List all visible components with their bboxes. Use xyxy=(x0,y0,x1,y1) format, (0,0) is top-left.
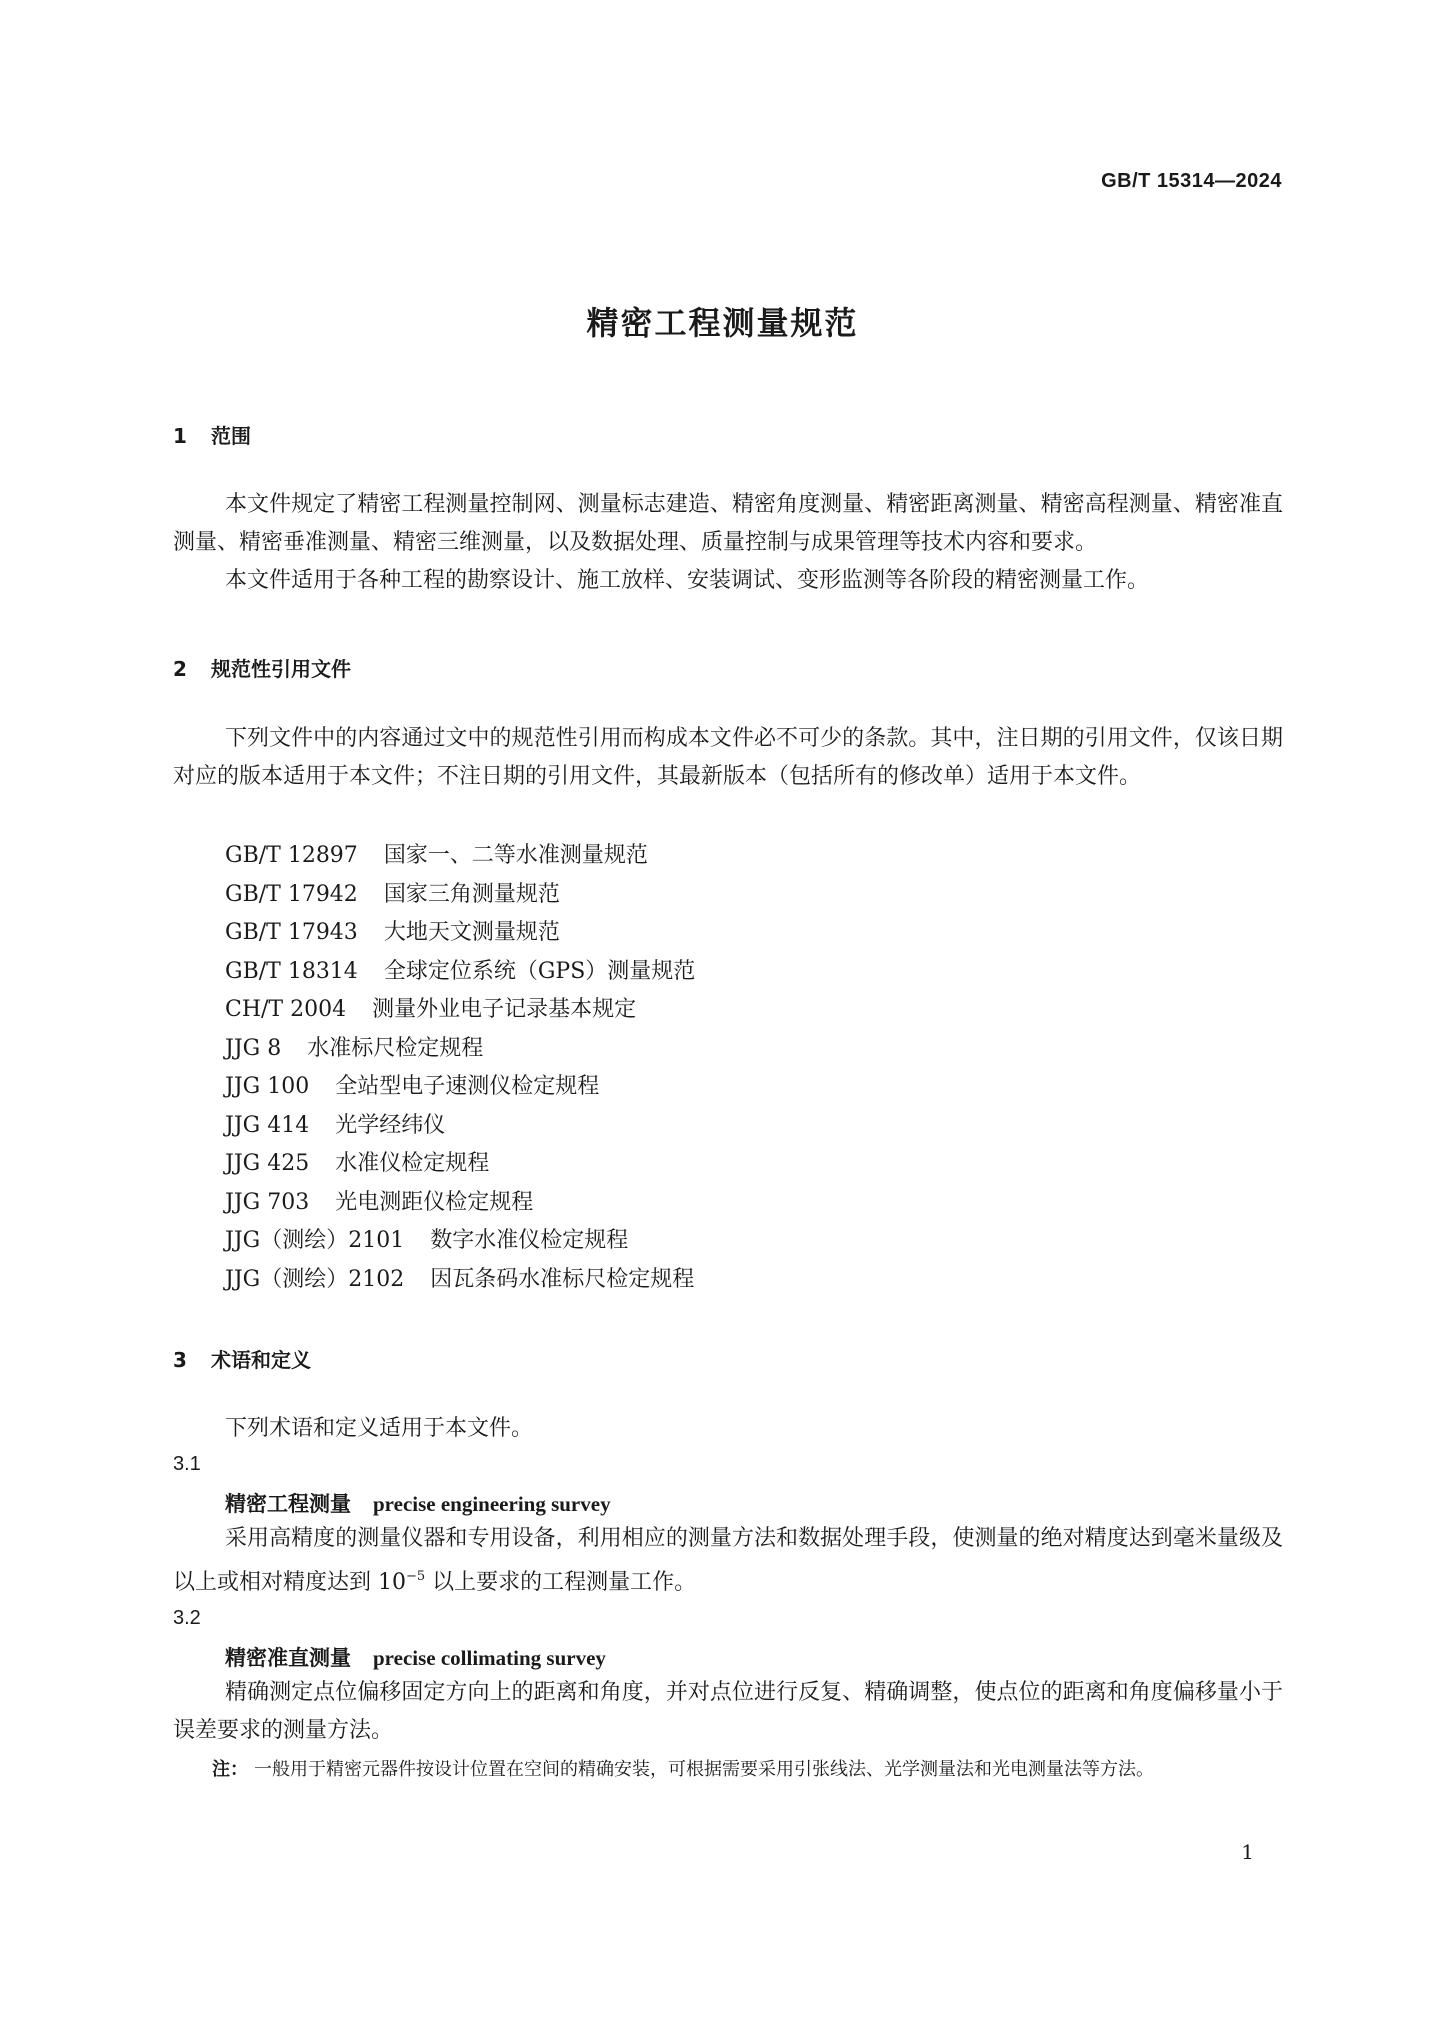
reference-item xyxy=(225,1184,695,1223)
reference-title: 数字水准仪检定规程 xyxy=(430,1228,629,1253)
reference-title: 测量外业电子记录基本规定 xyxy=(372,997,637,1022)
section-number: 2 xyxy=(173,657,187,681)
term-number: 3.2 xyxy=(173,1607,201,1629)
section-number: 3 xyxy=(173,1348,187,1372)
section-title: 规范性引用文件 xyxy=(211,657,351,681)
reference-item xyxy=(225,1068,695,1107)
reference-code: CH/T 2004 xyxy=(225,997,347,1022)
reference-item xyxy=(225,837,695,876)
reference-item xyxy=(225,991,695,1030)
term-en: precise engineering survey xyxy=(373,1492,611,1516)
reference-code: JJG 100 xyxy=(225,1074,310,1099)
section-title: 范围 xyxy=(211,424,251,448)
document-title: 精密工程测量规范 xyxy=(586,304,859,342)
reference-code: GB/T 17942 xyxy=(225,881,358,907)
definition-text: 以上要求的工程测量工作。 xyxy=(425,1570,697,1595)
reference-item xyxy=(225,953,695,992)
standard-code: GB/T 15314—2024 xyxy=(1101,170,1282,192)
reference-title: 大地天文测量规范 xyxy=(383,920,560,945)
note-text: 一般用于精密元器件按设计位置在空间的精确安装，可根据需要采用引张线法、光学测量法和光电测量法等方法。 xyxy=(254,1759,1154,1780)
term-zh: 精密准直测量 xyxy=(225,1646,351,1670)
reference-title: 全站型电子速测仪检定规程 xyxy=(335,1074,600,1099)
reference-code: GB/T 18314 xyxy=(225,958,358,984)
reference-title: 国家三角测量规范 xyxy=(383,881,560,907)
reference-code: GB/T 17943 xyxy=(225,920,358,945)
reference-item xyxy=(225,1261,695,1300)
section-1-heading xyxy=(173,420,251,449)
reference-item xyxy=(225,1107,695,1146)
reference-code: JJG 425 xyxy=(225,1151,310,1176)
term-heading xyxy=(225,1642,606,1672)
reference-code: GB/T 12897 xyxy=(225,843,358,868)
reference-title: 水准标尺检定规程 xyxy=(307,1035,484,1061)
reference-code: JJG 703 xyxy=(225,1189,310,1215)
reference-code: JJG 8 xyxy=(225,1035,282,1061)
definition-text: 采用高精度的测量仪器和专用设备，利用相应的测量方法和数据处理手段，使测量的绝对精度达到毫米量级及以上或相对精度达到 10 xyxy=(173,1526,1283,1595)
note-label: 注： xyxy=(212,1759,248,1780)
section-1-paragraph-1: 本文件规定了精密工程测量控制网、测量标志建造、精密角度测量、精密距离测量、精密高程测量、精密准直测量、精密垂准测量、精密三维测量，以及数据处理、质量控制与成果管理等技术内容和要求。 xyxy=(173,492,1283,555)
section-3-intro: 下列术语和定义适用于本文件。 xyxy=(225,1416,534,1441)
section-1-paragraph-2: 本文件适用于各种工程的勘察设计、施工放样、安装调试、变形监测等各阶段的精密测量工作。 xyxy=(225,568,1150,593)
section-3-heading xyxy=(173,1344,311,1373)
term-note xyxy=(212,1752,1284,1788)
reference-item xyxy=(225,1030,695,1069)
reference-title: 光学经纬仪 xyxy=(335,1112,446,1138)
reference-code: JJG（测绘）2101 xyxy=(225,1228,405,1253)
page-number: 1 xyxy=(1241,1840,1254,1864)
section-title: 术语和定义 xyxy=(211,1348,311,1372)
reference-title: 国家一、二等水准测量规范 xyxy=(383,843,648,868)
reference-code: JJG 414 xyxy=(225,1112,310,1138)
reference-item xyxy=(225,914,695,953)
term-definition: 精确测定点位偏移固定方向上的距离和角度，并对点位进行反复、精确调整，使点位的距离和角度偏移量小于误差要求的测量方法。 xyxy=(173,1680,1283,1743)
reference-title: 因瓦条码水准标尺检定规程 xyxy=(430,1266,695,1292)
reference-item xyxy=(225,1145,695,1184)
term-number: 3.1 xyxy=(173,1453,201,1475)
normative-reference-list xyxy=(225,837,695,1299)
section-2-intro: 下列文件中的内容通过文中的规范性引用而构成本文件必不可少的条款。其中，注日期的引用文件，仅该日期对应的版本适用于本文件；不注日期的引用文件，其最新版本（包括所有的修改单）适用于本文件。 xyxy=(173,726,1283,789)
exponent: −5 xyxy=(406,1569,426,1584)
reference-item xyxy=(225,876,695,915)
section-number: 1 xyxy=(173,424,187,448)
reference-title: 光电测距仪检定规程 xyxy=(335,1189,534,1215)
term-definition xyxy=(173,1520,1283,1602)
term-heading xyxy=(225,1488,611,1518)
reference-title: 全球定位系统（GPS）测量规范 xyxy=(383,958,696,984)
term-en: precise collimating survey xyxy=(373,1646,606,1670)
reference-code: JJG（测绘）2102 xyxy=(225,1266,405,1292)
reference-title: 水准仪检定规程 xyxy=(335,1151,490,1176)
section-2-heading xyxy=(173,653,351,682)
term-zh: 精密工程测量 xyxy=(225,1492,351,1516)
reference-item xyxy=(225,1222,695,1261)
